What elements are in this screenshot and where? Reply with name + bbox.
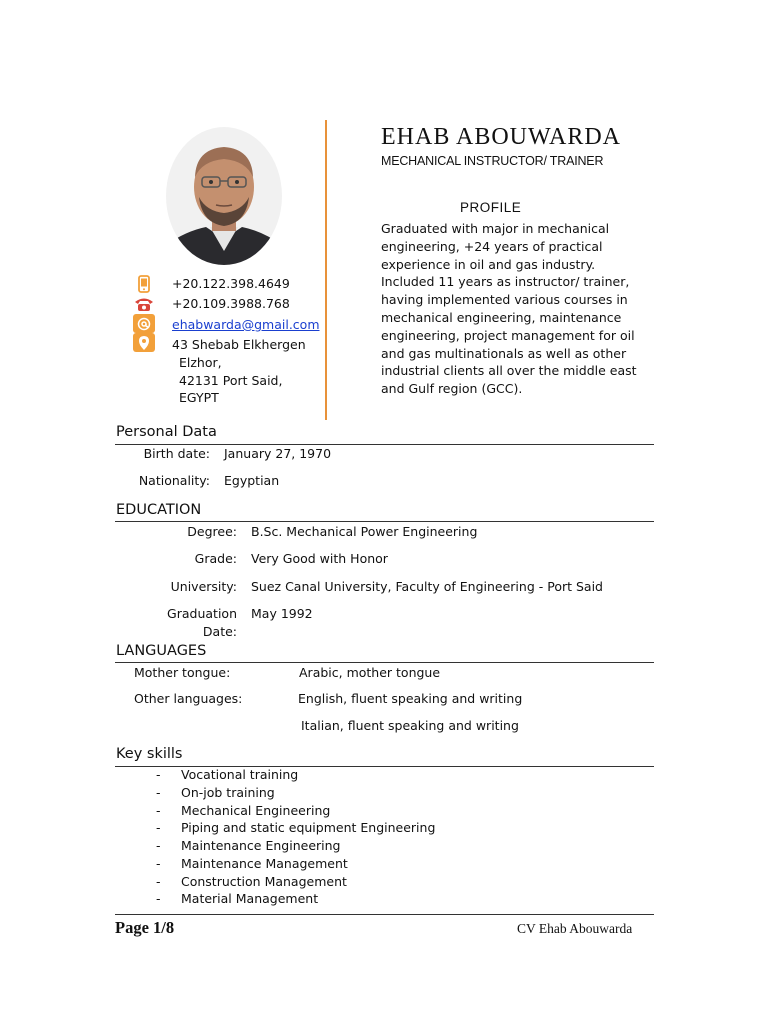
skill-item (156, 803, 330, 819)
skill-text: Maintenance Engineering (181, 838, 341, 853)
vertical-divider (325, 120, 327, 420)
graduation-label: Graduation (167, 606, 237, 621)
grade-label: Grade: (194, 551, 237, 566)
skill-text: Vocational training (181, 767, 299, 782)
profile-line: industrial clients all over the middle east (381, 363, 637, 379)
skill-item (156, 891, 318, 907)
mobile-phone-icon (133, 274, 155, 293)
skill-item (156, 785, 275, 801)
profile-line: Included 11 years as instructor/ trainer, (381, 274, 630, 290)
other-language-value: Italian, fluent speaking and writing (301, 718, 519, 733)
university-value: Suez Canal University, Faculty of Engineering - Port Said (251, 579, 603, 594)
profile-text (381, 220, 651, 398)
bullet-dash: - (156, 820, 161, 835)
skill-text: Material Management (181, 891, 319, 906)
mother-tongue-label: Mother tongue: (134, 665, 231, 680)
email-icon (133, 314, 155, 333)
nationality-value: Egyptian (224, 473, 280, 488)
phone-mobile: +20.122.398.4649 (172, 276, 290, 291)
profile-line: and Gulf region (GCC). (381, 381, 523, 397)
location-pin-icon (133, 333, 155, 352)
languages-heading: LANGUAGES (116, 643, 207, 659)
telephone-icon (133, 294, 155, 313)
section-rule (115, 521, 654, 522)
address-line: 42131 Port Said, (179, 373, 283, 388)
section-rule (115, 662, 654, 663)
address-line: Elzhor, (179, 355, 222, 370)
birth-date-value: January 27, 1970 (224, 446, 332, 461)
profile-line: and gas multinationals as well as other (381, 345, 627, 361)
degree-value: B.Sc. Mechanical Power Engineering (251, 524, 478, 539)
skill-text: On-job training (181, 785, 275, 800)
degree-label: Degree: (187, 524, 237, 539)
profile-line: engineering, +24 years of practical (381, 238, 603, 254)
email-link[interactable]: ehabwarda@gmail.com (172, 317, 320, 332)
bullet-dash: - (156, 891, 161, 906)
bullet-dash: - (156, 856, 161, 871)
skill-item (156, 856, 348, 872)
skill-item (156, 874, 347, 890)
skill-item (156, 838, 340, 854)
candidate-name: EHAB ABOUWARDA (381, 124, 622, 150)
personal-data-heading: Personal Data (116, 424, 217, 440)
bullet-dash: - (156, 874, 161, 889)
profile-line: mechanical engineering, maintenance (381, 309, 622, 325)
skill-text: Piping and static equipment Engineering (181, 820, 436, 835)
graduation-value: May 1992 (251, 606, 313, 621)
mother-tongue-value: Arabic, mother tongue (299, 665, 441, 680)
job-title: MECHANICAL INSTRUCTOR/ TRAINER (381, 154, 604, 168)
profile-photo (166, 127, 282, 265)
education-heading: EDUCATION (116, 502, 202, 518)
footer-rule (115, 914, 654, 915)
skill-text: Maintenance Management (181, 856, 348, 871)
nationality-label: Nationality: (138, 473, 210, 488)
page-number: Page 1/8 (115, 918, 175, 937)
other-languages-label: Other languages: (134, 691, 243, 706)
profile-line: engineering, project management for oil (381, 327, 635, 343)
bullet-dash: - (156, 803, 161, 818)
bullet-dash: - (156, 767, 161, 782)
key-skills-heading: Key skills (116, 746, 183, 762)
address-line: EGYPT (179, 390, 219, 405)
section-rule (115, 444, 654, 445)
profile-line: experience in oil and gas industry. (381, 256, 596, 272)
profile-line: having implemented various courses in (381, 292, 628, 308)
birth-date-label: Birth date: (143, 446, 210, 461)
phone-landline: +20.109.3988.768 (172, 296, 290, 311)
skill-text: Mechanical Engineering (181, 803, 331, 818)
skill-text: Construction Management (181, 874, 347, 889)
address-line: 43 Shebab Elkhergen (172, 337, 306, 352)
grade-value: Very Good with Honor (251, 551, 388, 566)
bullet-dash: - (156, 838, 161, 853)
footer-title: CV Ehab Abouwarda (517, 921, 633, 936)
profile-line: Graduated with major in mechanical (381, 221, 610, 236)
graduation-label: Date: (202, 624, 237, 639)
skill-item (156, 820, 435, 836)
profile-heading: PROFILE (460, 200, 522, 215)
bullet-dash: - (156, 785, 161, 800)
other-language-value: English, fluent speaking and writing (298, 691, 523, 706)
skill-item (156, 767, 298, 783)
university-label: University: (170, 579, 237, 594)
